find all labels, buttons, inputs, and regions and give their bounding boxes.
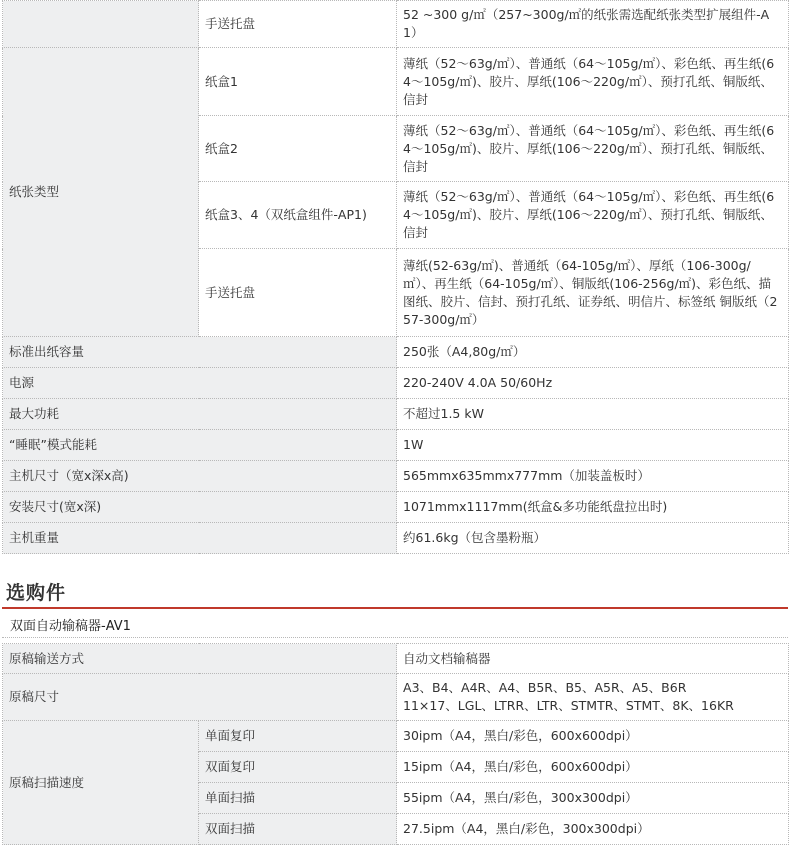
value-cell	[397, 674, 789, 721]
options-heading: 选购件	[6, 582, 67, 604]
table-row	[3, 337, 789, 368]
sub-label: 单面复印	[199, 721, 397, 752]
value-cell: 不超过1.5 kW	[397, 399, 789, 430]
table-row	[3, 523, 789, 554]
row-label: 主机尺寸（宽x深x高)	[3, 461, 397, 492]
value-cell: 565mmx635mmx777mm（加装盖板时）	[397, 461, 789, 492]
value-cell: 52 ~300 g/㎡（257~300g/㎡的纸张需选配纸张类型扩展组件-A1）	[397, 1, 789, 48]
sub-label: 双面复印	[199, 752, 397, 783]
value-cell: 250张（A4,80g/㎡）	[397, 337, 789, 368]
value-cell: 自动文档输稿器	[397, 644, 789, 674]
value-cell: 薄纸（52～63g/㎡）、普通纸（64～105g/㎡）、彩色纸、再生纸(64～105g/㎡)、胶片、厚纸(106～220g/㎡）、预打孔纸、铜版纸、信封	[397, 48, 789, 116]
size-line: A3、B4、A4R、A4、B5R、B5、A5R、A5、B6R	[403, 680, 687, 695]
table-row	[3, 644, 789, 674]
row-label: 电源	[3, 368, 397, 399]
divider	[2, 637, 788, 638]
table-row	[3, 399, 789, 430]
value-cell: 薄纸（52～63g/㎡）、普通纸（64～105g/㎡）、彩色纸、再生纸(64～105g/㎡)、胶片、厚纸(106～220g/㎡）、预打孔纸、铜版纸、信封	[397, 116, 789, 182]
sub-label: 纸盒1	[199, 48, 397, 116]
value-cell: 薄纸（52～63g/㎡）、普通纸（64～105g/㎡）、彩色纸、再生纸(64～105g/㎡)、胶片、厚纸(106～220g/㎡）、预打孔纸、铜版纸、信封	[397, 182, 789, 249]
table-row	[3, 674, 789, 721]
row-label: “睡眠”模式能耗	[3, 430, 397, 461]
paper-type-label: 纸张类型	[3, 48, 199, 337]
value-cell: 220-240V 4.0A 50/60Hz	[397, 368, 789, 399]
size-line: 11×17、LGL、LTRR、LTR、STMTR、STMT、8K、16KR	[403, 698, 734, 713]
options-subtitle: 双面自动输稿器-AV1	[10, 619, 131, 634]
sub-label: 纸盒3、4（双纸盒组件-AP1)	[199, 182, 397, 249]
table-row	[3, 430, 789, 461]
value-cell: 1W	[397, 430, 789, 461]
value-cell: 27.5ipm（A4，黑白/彩色，300x300dpi）	[397, 814, 789, 845]
table-row	[3, 368, 789, 399]
row-label: 最大功耗	[3, 399, 397, 430]
spec-table	[2, 0, 789, 554]
value-cell: 薄纸(52-63g/㎡)、普通纸（64-105g/㎡）、厚纸（106-300g/㎡）、再生纸（64-105g/㎡）、铜版纸(106-256g/㎡)、彩色纸、描图纸、胶片、信封、预打孔纸、证券纸、明信片、标签纸 铜版纸（257-300g/㎡）	[397, 249, 789, 337]
table-row	[3, 48, 789, 116]
row-label: 标准出纸容量	[3, 337, 397, 368]
sub-label: 手送托盘	[199, 1, 397, 48]
row-label: 主机重量	[3, 523, 397, 554]
row-label: 安装尺寸(宽x深)	[3, 492, 397, 523]
value-cell: 1071mmx1117mm(纸盒&多功能纸盘拉出时)	[397, 492, 789, 523]
value-cell: 约61.6kg（包含墨粉瓶）	[397, 523, 789, 554]
sub-label: 纸盒2	[199, 116, 397, 182]
paper-weight-label-cell	[3, 1, 199, 48]
sub-label: 单面扫描	[199, 783, 397, 814]
row-label: 原稿尺寸	[3, 674, 397, 721]
speed-label: 原稿扫描速度	[3, 721, 199, 845]
row-label: 原稿输送方式	[3, 644, 397, 674]
table-row	[3, 461, 789, 492]
table-row	[3, 492, 789, 523]
sub-label: 手送托盘	[199, 249, 397, 337]
section-divider	[2, 607, 788, 609]
sub-label: 双面扫描	[199, 814, 397, 845]
table-row	[3, 721, 789, 752]
value-cell: 30ipm（A4，黑白/彩色，600x600dpi）	[397, 721, 789, 752]
value-cell: 15ipm（A4，黑白/彩色，600x600dpi）	[397, 752, 789, 783]
options-table	[2, 643, 789, 845]
table-row	[3, 1, 789, 48]
value-cell: 55ipm（A4，黑白/彩色，300x300dpi）	[397, 783, 789, 814]
